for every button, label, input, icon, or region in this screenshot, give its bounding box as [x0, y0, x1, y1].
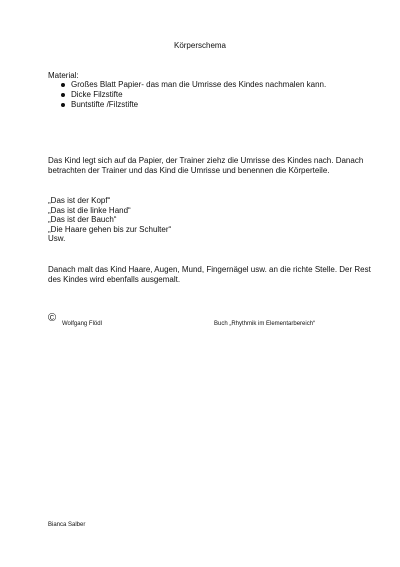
quote-line: „Das ist die linke Hand“ — [48, 205, 131, 215]
copyright-symbol: © — [48, 312, 57, 324]
document-title: Körperschema — [173, 41, 227, 50]
quote-line: „Das ist der Bauch“ — [48, 215, 117, 224]
list-item — [48, 80, 348, 90]
quote-line: „Das ist der Kopf“ — [48, 196, 111, 205]
bullet-icon — [61, 93, 65, 97]
footer-author: Bianca Salber — [48, 522, 86, 528]
quote-line: „Die Haare gehen bis zur Schulter“ — [48, 224, 172, 234]
bullet-icon — [61, 83, 65, 87]
material-item-text: Buntstifte /Filzstifte — [71, 100, 139, 109]
material-label: Material: — [48, 71, 79, 80]
list-item — [48, 90, 348, 100]
book-reference: Buch „Rhythmik im Elementarbereich“ — [214, 321, 316, 327]
bullet-icon — [61, 103, 65, 107]
material-list — [48, 80, 348, 110]
author-name: Wolfgang Flödl — [62, 321, 102, 327]
quote-line: Usw. — [48, 234, 66, 243]
list-item — [48, 100, 348, 110]
followup-paragraph: Danach malt das Kind Haare, Augen, Mund, Fingernägel usw. an die richte Stelle. Der Rest des Kindes wird ebenfalls ausgemalt. — [48, 265, 371, 284]
material-item-text: Großes Blatt Papier- das man die Umrisse des Kindes nachmalen kann. — [71, 80, 327, 89]
instruction-paragraph: Das Kind legt sich auf da Papier, der Trainer ziehz die Umrisse des Kindes nach. Danach betrachten der Trainer und das Kind die Umrisse und benennen die Körperteile. — [48, 156, 364, 175]
material-item-text: Dicke Filzstifte — [71, 90, 123, 99]
example-quotes — [48, 196, 348, 244]
